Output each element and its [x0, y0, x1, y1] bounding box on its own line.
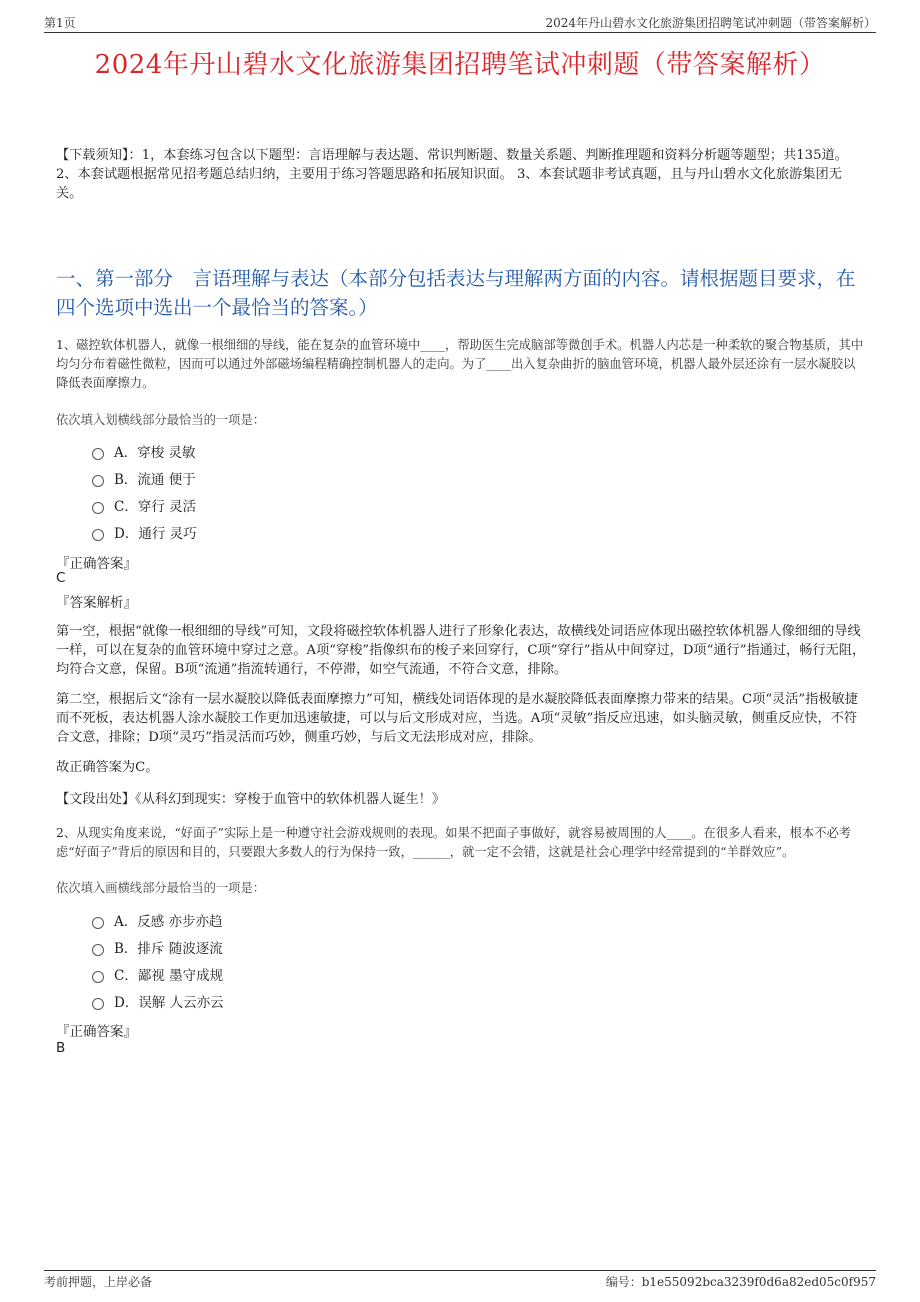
- page-header: [44, 12, 876, 33]
- radio-icon[interactable]: [92, 448, 104, 460]
- radio-icon[interactable]: [92, 998, 104, 1010]
- radio-icon[interactable]: [92, 475, 104, 487]
- page-footer: [44, 1270, 876, 1289]
- option-label: D．通行 灵巧: [114, 525, 197, 542]
- document-title: 2024年丹山碧水文化旅游集团招聘笔试冲刺题（带答案解析）: [94, 50, 826, 80]
- option-label: B．流通 便于: [114, 471, 196, 488]
- question-2-option-a[interactable]: [92, 906, 224, 933]
- question-1-option-d[interactable]: [92, 518, 197, 545]
- option-label: B．排斥 随波逐流: [114, 940, 223, 957]
- radio-icon[interactable]: [92, 944, 104, 956]
- question-2-option-d[interactable]: [92, 987, 224, 1014]
- question-1-analysis-para-2: 第二空，根据后文“涂有一层水凝胶以降低表面摩擦力”可知，横线处词语体现的是水凝胶降低表面摩擦力带来的结果。C项“灵活”指极敏捷而不死板，表达机器人涂水凝胶工作更加迅速敏捷，可以与后文形成对应，当选。A项“灵敏”指反应迅速，如头脑灵敏，侧重反应快，不符合文意，排除；D项“灵巧”指灵活而巧妙，侧重巧妙，与后文无法形成对应，排除。: [56, 692, 858, 745]
- option-label: C．鄙视 墨守成规: [114, 967, 224, 984]
- question-1-analysis-label: 『答案解析』: [56, 595, 137, 611]
- question-2-answer-label: 『正确答案』: [56, 1024, 137, 1040]
- header-doc-title: 2024年丹山碧水文化旅游集团招聘笔试冲刺题（带答案解析）: [545, 16, 876, 30]
- question-1-option-c[interactable]: [92, 491, 197, 518]
- question-2-prompt: 依次填入画横线部分最恰当的一项是：: [56, 881, 266, 895]
- download-notice: 【下载须知】：1，本套练习包含以下题型：言语理解与表达题、常识判断题、数量关系题、判断推理题和资料分析题等题型；共135道。 2、本套试题根据常见招考题总结归纳，主要用于练习答题思路和拓展知识面。 3、本套试题非考试真题，且与丹山碧水文化旅游集团无关。: [56, 148, 848, 201]
- question-1-answer: C: [56, 570, 66, 586]
- option-label: D．误解 人云亦云: [114, 994, 224, 1011]
- option-label: A．反感 亦步亦趋: [114, 913, 223, 930]
- page-number: 第1页: [44, 16, 76, 30]
- question-1-option-b[interactable]: [92, 464, 197, 491]
- section-heading: 一、第一部分 言语理解与表达（本部分包括表达与理解两方面的内容。请根据题目要求，在四个选项中选出一个最恰当的答案。）: [56, 267, 856, 319]
- question-1-source: 【文段出处】《从科幻到现实：穿梭于血管中的软体机器人诞生！》: [56, 792, 446, 807]
- question-1-analysis-para-1: 第一空，根据“就像一根细细的导线”可知，文段将磁控软体机器人进行了形象化表达，故横线处词语应体现出磁控软体机器人像细细的导线一样，可以在复杂的血管环境中穿过之意。A项“穿梭”指像织布的梭子来回穿行，C项“穿行”指从中间穿过，D项“通行”指通过，畅行无阻，均符合文意，保留。B项“流通”指流转通行，不停滞，如空气流通，不符合文意，排除。: [56, 624, 866, 677]
- question-2-option-c[interactable]: [92, 960, 224, 987]
- question-2-answer: B: [56, 1040, 66, 1056]
- option-label: C．穿行 灵活: [114, 498, 197, 515]
- question-1-answer-label: 『正确答案』: [56, 556, 137, 572]
- question-1-prompt: 依次填入划横线部分最恰当的一项是：: [56, 413, 266, 427]
- radio-icon[interactable]: [92, 529, 104, 541]
- question-1-options: [92, 437, 197, 545]
- question-1-analysis-conclusion: 故正确答案为C。: [56, 760, 159, 775]
- question-2-options: [92, 906, 224, 1014]
- radio-icon[interactable]: [92, 502, 104, 514]
- radio-icon[interactable]: [92, 917, 104, 929]
- document-id: 编号：b1e55092bca3239f0d6a82ed05c0f957: [605, 1275, 876, 1289]
- question-1-stem: 1、磁控软体机器人，就像一根细细的导线，能在复杂的血管环境中____，帮助医生完成脑部等微创手术。机器人内芯是一种柔软的聚合物基质，其中均匀分布着磁性微粒，因而可以通过外部磁场编程精确控制机器人的走向。为了____出入复杂曲折的脑血管环境，机器人最外层还涂有一层水凝胶以降低表面摩擦力。: [56, 338, 864, 390]
- radio-icon[interactable]: [92, 971, 104, 983]
- option-label: A．穿梭 灵敏: [114, 444, 196, 461]
- question-2-option-b[interactable]: [92, 933, 224, 960]
- question-1-option-a[interactable]: [92, 437, 197, 464]
- footer-slogan: 考前押题，上岸必备: [44, 1275, 153, 1289]
- question-2-stem: 2、从现实角度来说，“好面子”实际上是一种遵守社会游戏规则的表现。如果不把面子事做好，就容易被周围的人____。在很多人看来，根本不必考虑“好面子”背后的原因和目的，只要跟大多数人的行为保持一致，______，就一定不会错，这就是社会心理学中经常提到的“羊群效应”。: [56, 826, 852, 859]
